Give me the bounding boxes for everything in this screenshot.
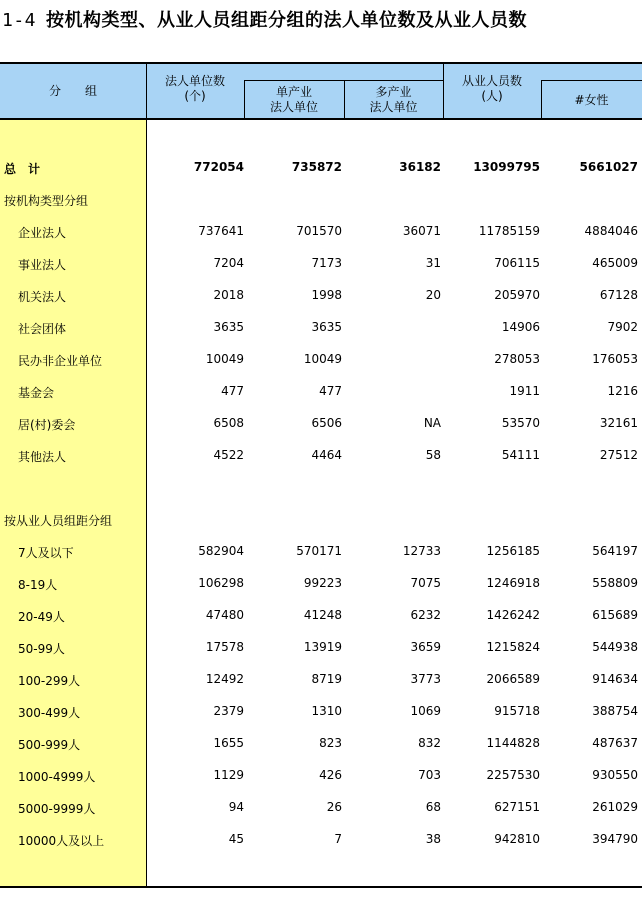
table-number: 1-4 [2,10,37,31]
header-employees [443,74,541,104]
row-label: 7人及以下 [18,546,74,560]
row-label: 按机构类型分组 [4,194,89,208]
cell-single: 3635 [311,320,342,334]
cell-units: 737641 [198,224,244,238]
cell-units: 3635 [213,320,244,334]
cell-units: 17578 [205,640,244,654]
cell-employees: 54111 [501,448,540,462]
cell-employees: 205970 [494,288,540,302]
cell-female: 7902 [607,320,638,334]
cell-multi: 36071 [402,224,441,238]
table-row [0,798,642,818]
header-female: #女性 [574,93,609,107]
table-row [0,350,642,370]
cell-female: 261029 [592,800,638,814]
cell-units: 4522 [213,448,244,462]
cell-units: 477 [221,384,244,398]
cell-units: 12492 [205,672,244,686]
cell-multi: 20 [425,288,441,302]
table-row [0,830,642,850]
cell-units: 582904 [198,544,244,558]
cell-multi: 68 [425,800,441,814]
table-row [0,510,642,530]
cell-units: 106298 [198,576,244,590]
cell-female: 914634 [592,672,638,686]
cell-female: 558809 [592,576,638,590]
cell-female: 5661027 [579,160,638,174]
cell-units: 10049 [205,352,244,366]
row-label: 机关法人 [18,290,67,304]
cell-employees: 53570 [501,416,540,430]
cell-single: 6506 [311,416,342,430]
row-label: 1000-4999人 [18,770,96,784]
cell-single: 1310 [311,704,342,718]
cell-female: 67128 [599,288,638,302]
row-label: 民办非企业单位 [18,354,103,368]
table-row [0,254,642,274]
cell-employees: 278053 [494,352,540,366]
table-row [0,606,642,626]
row-label: 企业法人 [18,226,67,240]
cell-female: 4884046 [584,224,638,238]
table-row [0,702,642,722]
cell-units: 2018 [213,288,244,302]
header-single-line1: 单产业 [275,85,312,99]
row-label: 总 计 [4,162,41,176]
header-employees-line1: 从业人员数 [461,74,522,88]
table-row [0,638,642,658]
cell-female: 564197 [592,544,638,558]
cell-female: 32161 [599,416,638,430]
cell-multi: 832 [418,736,441,750]
cell-employees: 13099795 [473,160,540,174]
cell-single: 477 [319,384,342,398]
cell-employees: 627151 [494,800,540,814]
cell-multi: NA [423,416,441,430]
row-label: 社会团体 [18,322,67,336]
cell-multi: 12733 [402,544,441,558]
table-row [0,190,642,210]
cell-units: 47480 [205,608,244,622]
cell-units: 6508 [213,416,244,430]
cell-single: 735872 [291,160,342,174]
header-single-line2: 法人单位 [269,100,318,114]
header-multi-line1: 多产业 [375,85,412,99]
cell-employees: 1144828 [486,736,540,750]
header-subrule [244,80,443,81]
cell-single: 26 [326,800,342,814]
row-label: 50-99人 [18,642,65,656]
row-label: 500-999人 [18,738,81,752]
table-title-text: 按机构类型、从业人员组距分组的法人单位数及从业人员数 [46,10,528,31]
cell-employees: 2066589 [486,672,540,686]
cell-employees: 1426242 [486,608,540,622]
table-row [0,542,642,562]
cell-single: 7 [334,832,342,846]
table-row [0,574,642,594]
table-row [0,318,642,338]
bottom-rule [0,886,642,888]
cell-single: 701570 [296,224,342,238]
table-row [0,766,642,786]
cell-female: 615689 [592,608,638,622]
cell-units: 1655 [213,736,244,750]
header-units-total-line1: 法人单位数 [164,74,225,88]
table-row [0,734,642,754]
cell-single: 1998 [311,288,342,302]
cell-multi: 58 [425,448,441,462]
cell-multi: 31 [425,256,441,270]
cell-employees: 1911 [509,384,540,398]
cell-female: 394790 [592,832,638,846]
cell-units: 1129 [213,768,244,782]
cell-employees: 1256185 [486,544,540,558]
cell-single: 10049 [303,352,342,366]
table-row [0,382,642,402]
row-label: 基金会 [18,386,55,400]
cell-multi: 7075 [410,576,441,590]
row-label: 20-49人 [18,610,65,624]
cell-employees: 915718 [494,704,540,718]
cell-multi: 38 [425,832,441,846]
header-group: 分 组 [48,84,97,98]
row-label: 5000-9999人 [18,802,96,816]
cell-female: 487637 [592,736,638,750]
cell-units: 772054 [193,160,244,174]
cell-single: 99223 [303,576,342,590]
cell-employees: 706115 [494,256,540,270]
header-multi-industry [344,85,443,115]
cell-female: 465009 [592,256,638,270]
cell-employees: 1246918 [486,576,540,590]
cell-single: 7173 [311,256,342,270]
table-row [0,222,642,242]
header-units-total [146,74,244,104]
cell-single: 823 [319,736,342,750]
row-label: 100-299人 [18,674,81,688]
table-title [2,6,527,32]
cell-single: 570171 [296,544,342,558]
cell-single: 41248 [303,608,342,622]
cell-multi: 3773 [410,672,441,686]
cell-employees: 14906 [501,320,540,334]
cell-female: 176053 [592,352,638,366]
row-label: 8-19人 [18,578,58,592]
cell-female: 930550 [592,768,638,782]
row-label: 其他法人 [18,450,67,464]
cell-multi: 1069 [410,704,441,718]
cell-units: 94 [228,800,244,814]
table-row [0,670,642,690]
cell-female: 27512 [599,448,638,462]
cell-single: 4464 [311,448,342,462]
table-row [0,446,642,466]
table-row [0,158,642,178]
row-label: 事业法人 [18,258,67,272]
cell-multi: 703 [418,768,441,782]
table-row [0,286,642,306]
header-multi-line2: 法人单位 [369,100,418,114]
cell-units: 2379 [213,704,244,718]
row-label: 按从业人员组距分组 [4,514,113,528]
cell-employees: 2257530 [486,768,540,782]
cell-single: 8719 [311,672,342,686]
header-subrule [541,80,642,81]
cell-single: 13919 [303,640,342,654]
cell-employees: 942810 [494,832,540,846]
cell-female: 1216 [607,384,638,398]
row-label: 居(村)委会 [18,418,76,432]
header-employees-line2: (人) [481,89,503,103]
cell-employees: 11785159 [478,224,540,238]
cell-units: 45 [228,832,244,846]
cell-multi: 3659 [410,640,441,654]
cell-employees: 1215824 [486,640,540,654]
cell-single: 426 [319,768,342,782]
cell-multi: 36182 [399,160,441,174]
header-units-total-line2: (个) [184,89,206,103]
cell-female: 388754 [592,704,638,718]
row-label: 300-499人 [18,706,81,720]
row-label: 10000人及以上 [18,834,105,848]
header-single-industry [244,85,344,115]
table-row [0,414,642,434]
cell-female: 544938 [592,640,638,654]
cell-multi: 6232 [410,608,441,622]
cell-units: 7204 [213,256,244,270]
